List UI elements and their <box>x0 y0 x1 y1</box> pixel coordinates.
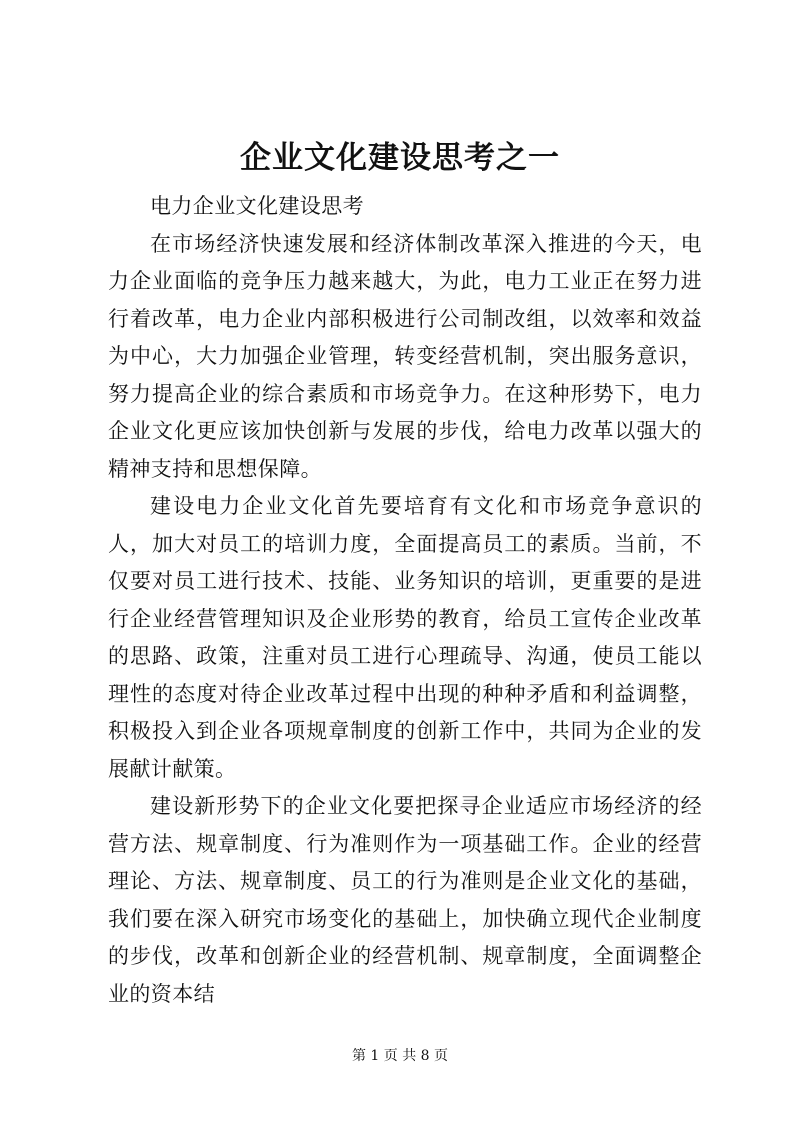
page-number-footer: 第 1 页 共 8 页 <box>351 1048 449 1064</box>
paragraph-3: 建设新形势下的企业文化要把探寻企业适应市场经济的经营方法、规章制度、行为准则作为一项基础工作。企业的经营理论、方法、规章制度、员工的行为准则是企业文化的基础，我们要在深入研究市场变化的基础上，加快确立现代企业制度的步伐，改革和创新企业的经营机制、规章制度，全面调整企业的资本结 <box>108 794 702 1006</box>
document-title: 企业文化建设思考之一 <box>240 140 560 176</box>
document-subtitle: 电力企业文化建设思考 <box>150 194 364 218</box>
paragraph-1: 在市场经济快速发展和经济体制改革深入推进的今天，电力企业面临的竞争压力越来越大，为此，电力工业正在努力进行着改革，电力企业内部积极进行公司制改组，以效率和效益为中心，大力加强企业管理，转变经营机制，突出服务意识，努力提高企业的综合素质和市场竞争力。在这种形势下，电力企业文化更应该加快创新与发展的步伐，给电力改革以强大的精神支持和思想保障。 <box>108 231 702 481</box>
document-body <box>108 188 702 1013</box>
paragraph-2: 建设电力企业文化首先要培育有文化和市场竞争意识的人，加大对员工的培训力度，全面提高员工的素质。当前，不仅要对员工进行技术、技能、业务知识的培训，更重要的是进行企业经营管理知识及企业形势的教育，给员工宣传企业改革的思路、政策，注重对员工进行心理疏导、沟通，使员工能以理性的态度对待企业改革过程中出现的种种矛盾和利益调整，积极投入到企业各项规章制度的创新工作中，共同为企业的发展献计献策。 <box>108 494 702 781</box>
